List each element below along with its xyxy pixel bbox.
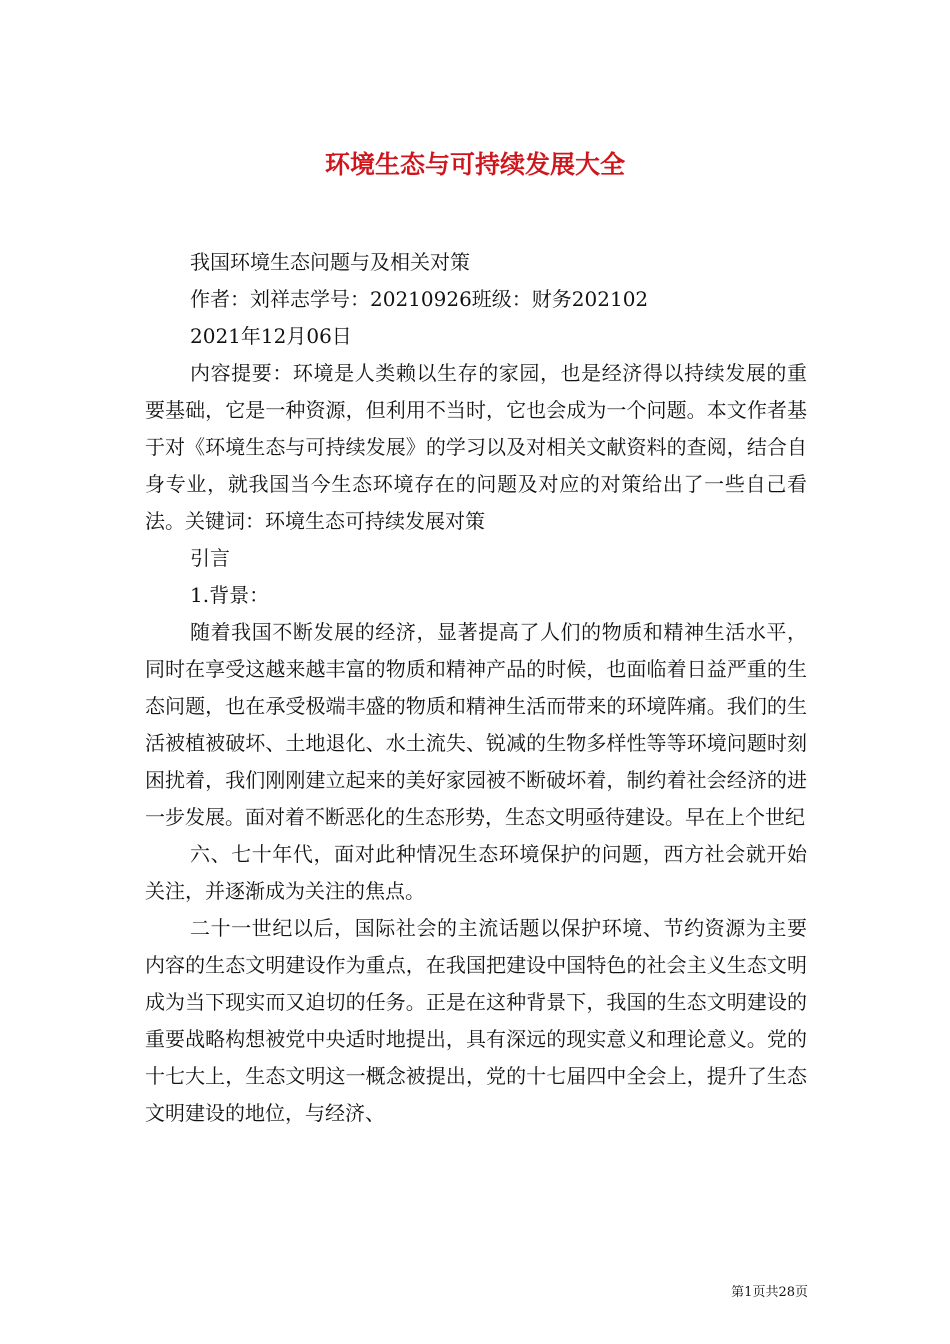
abstract-paragraph: 内容提要：环境是人类赖以生存的家园，也是经济得以持续发展的重要基础，它是一种资源，但利用不当时，它也会成为一个问题。本文作者基于对《环境生态与可持续发展》的学习以及对相关文献资料的查阅，结合自身专业，就我国当今生态环境存在的问题及对应的对策给出了一些自己看法。关键词：环境生态可持续发展对策 — [145, 361, 807, 533]
body-paragraph: 随着我国不断发展的经济，显著提高了人们的物质和精神生活水平，同时在享受这越来越丰富的物质和精神产品的时候，也面临着日益严重的生态问题，也在承受极端丰盛的物质和精神生活而带来的环境阵痛。我们的生活被植被破坏、土地退化、水土流失、锐减的生物多样性等等环境问题时刻困扰着，我们刚刚建立起来的美好家园被不断破坏着，制约着社会经济的进一步发展。面对着不断恶化的生态形势，生态文明亟待建设。早在上个世纪 — [145, 620, 807, 829]
document-body — [145, 244, 807, 1132]
page-number-footer: 第1页共28页 — [731, 1285, 808, 1300]
body-paragraph: 二十一世纪以后，国际社会的主流话题以保护环境、节约资源为主要内容的生态文明建设作为重点，在我国把建设中国特色的社会主义生态文明成为当下现实而又迫切的任务。正是在这种背景下，我国的生态文明建设的重要战略构想被党中央适时地提出，具有深远的现实意义和理论意义。党的十七大上，生态文明这一概念被提出，党的十七届四中全会上，提升了生态文明建设的地位，与经济、 — [145, 916, 807, 1125]
document-title: 环境生态与可持续发展大全 — [324, 149, 625, 179]
section-heading-intro: 引言 — [190, 546, 230, 570]
author-line: 作者：刘祥志学号：20210926班级：财务202102 — [190, 287, 649, 311]
subtitle-paragraph: 我国环境生态问题与及相关对策 — [190, 250, 470, 274]
body-paragraph: 六、七十年代，面对此种情况生态环境保护的问题，西方社会就开始关注，并逐渐成为关注的焦点。 — [145, 842, 807, 903]
date-line: 2021年12月06日 — [190, 324, 352, 348]
subsection-heading-background: 1.背景： — [190, 583, 270, 607]
